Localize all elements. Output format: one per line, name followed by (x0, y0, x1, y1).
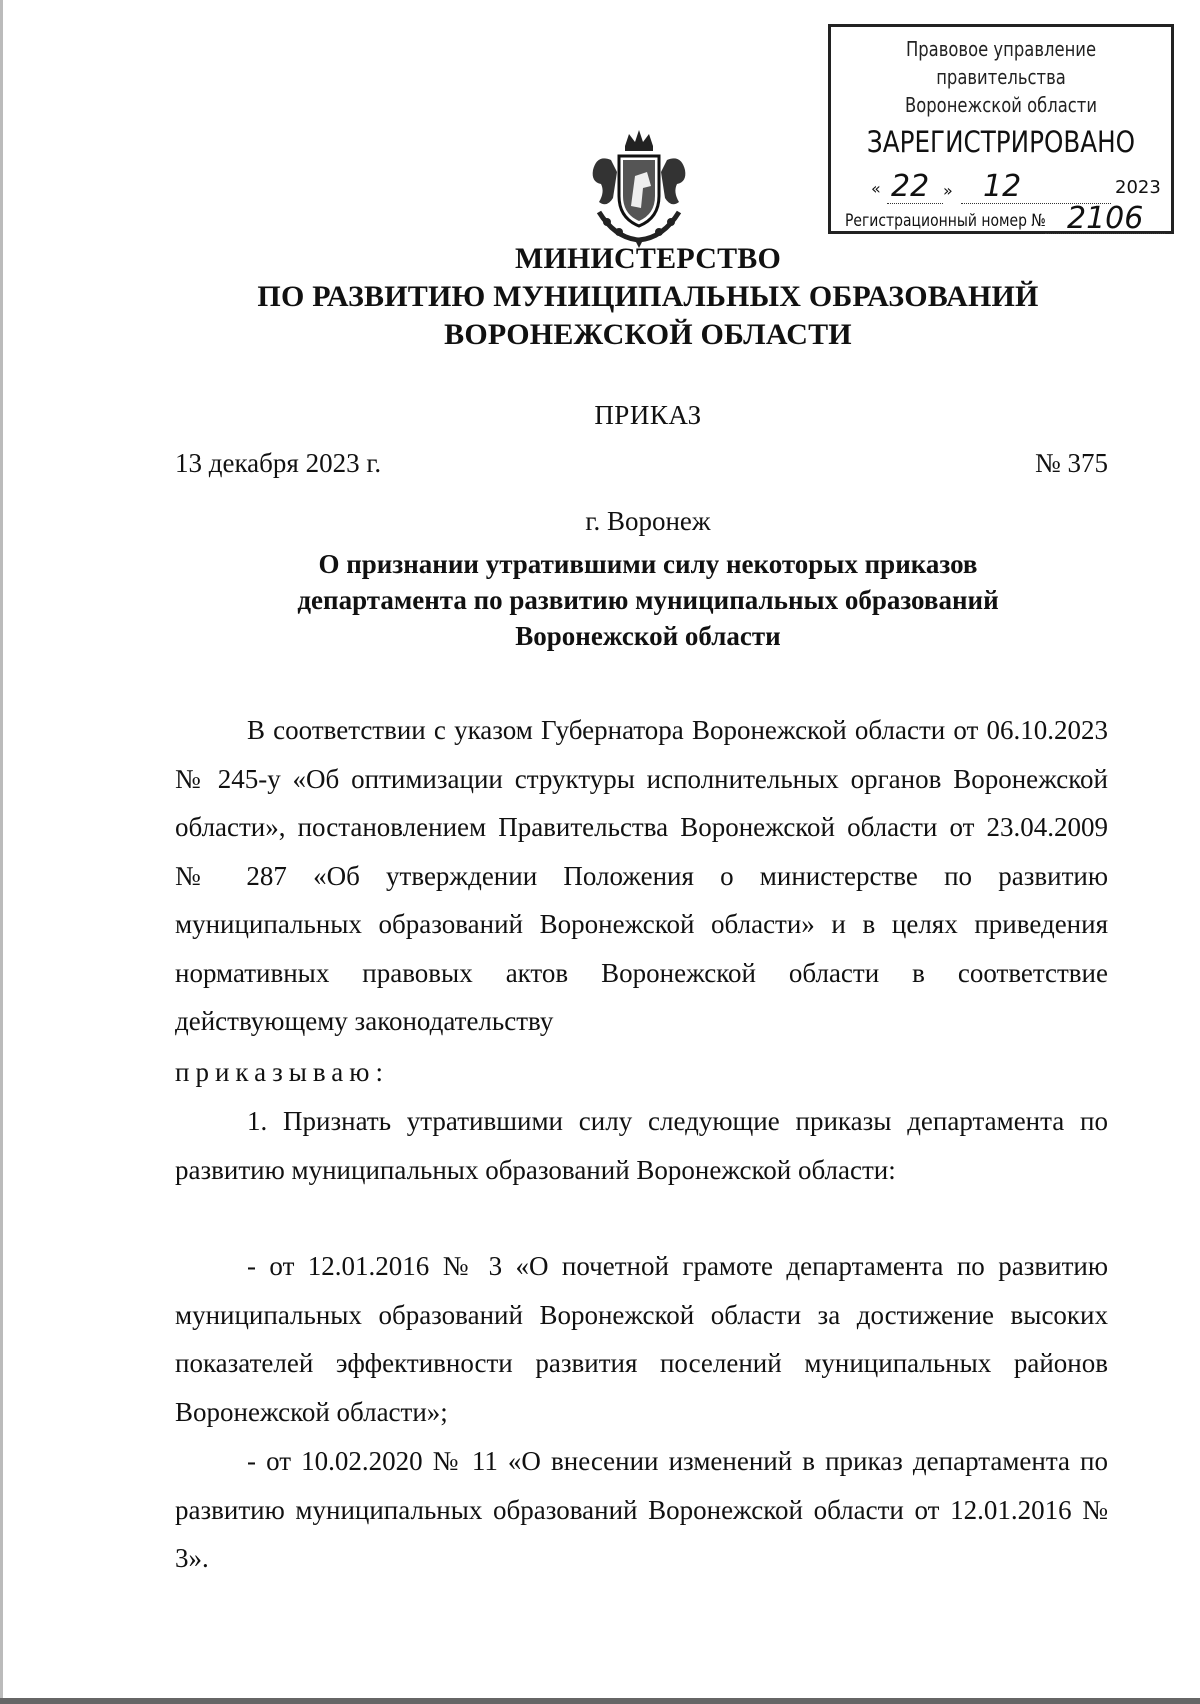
stamp-day-line (887, 203, 943, 204)
stamp-organization (862, 35, 1141, 119)
order-word: приказываю: (175, 1057, 389, 1087)
stamp-reg-number: 2106 (1067, 201, 1144, 236)
voronezh-coat-of-arms-icon (585, 126, 693, 250)
stamp-registration-number (845, 201, 1175, 236)
stamp-status: ЗАРЕГИСТРИРОВАНО (866, 125, 1136, 159)
stamp-quote-close: » (943, 181, 953, 200)
stamp-date-year: 2023 (1115, 177, 1161, 198)
subject-line2: департамента по развитию муниципальных образований (297, 585, 999, 615)
ministry-line2: ПО РАЗВИТИЮ МУНИЦИПАЛЬНЫХ ОБРАЗОВАНИЙ (257, 280, 1039, 313)
item-1b-paragraph: - от 10.02.2020 № 11 «О внесении изменений в приказ департамента по развитию муниципальных образований Воронежской области от 12.01.2016 № 3». (175, 1446, 1108, 1573)
subject-line3: Воронежской области (515, 621, 781, 651)
order-number: № 375 (1034, 448, 1108, 478)
item-1-paragraph: 1. Признать утратившими силу следующие приказы департамента по развитию муниципальных образований Воронежской области: (175, 1106, 1108, 1185)
stamp-date-month: 12 (983, 169, 1022, 204)
preamble-paragraph: В соответствии с указом Губернатора Воронежской области от 06.10.2023 № 245-у «Об оптимизации структуры исполнительных органов Воронежской области», постановлением Правительства Воронежской области от 23.04.2009 № 287 «Об утверждении Положения о министерстве по развитию муниципальных образований Воронежской области» и в целях приведения нормативных правовых актов Воронежской области в соответствие действующему законодательству (175, 715, 1108, 1036)
item-1a-paragraph: - от 12.01.2016 № 3 «О почетной грамоте департамента по развитию муниципальных образований Воронежской области за достижение высоких показателей эффективности развития поселений муниципальных районов Воронежской области»; (175, 1251, 1108, 1427)
stamp-quote-open: « (871, 179, 881, 198)
order-city: г. Воронеж (585, 506, 711, 536)
registration-stamp (828, 24, 1174, 234)
order-subject (0, 546, 1200, 654)
scan-bottom-edge (0, 1698, 1200, 1704)
document-type: ПРИКАЗ (594, 400, 702, 430)
ministry-line3: ВОРОНЕЖСКОЙ ОБЛАСТИ (444, 318, 852, 351)
ministry-line1: МИНИСТЕРСТВО (514, 242, 782, 275)
stamp-org-line1: Правовое управление правительства (905, 37, 1097, 89)
order-date: 13 декабря 2023 г. (175, 448, 382, 478)
ministry-name (0, 240, 1200, 354)
subject-line1: О признании утратившими силу некоторых приказов (318, 549, 978, 579)
stamp-reg-label: Регистрационный номер № (845, 211, 1046, 231)
stamp-date-day: 22 (891, 169, 930, 204)
stamp-org-line2: Воронежской области (904, 93, 1098, 117)
